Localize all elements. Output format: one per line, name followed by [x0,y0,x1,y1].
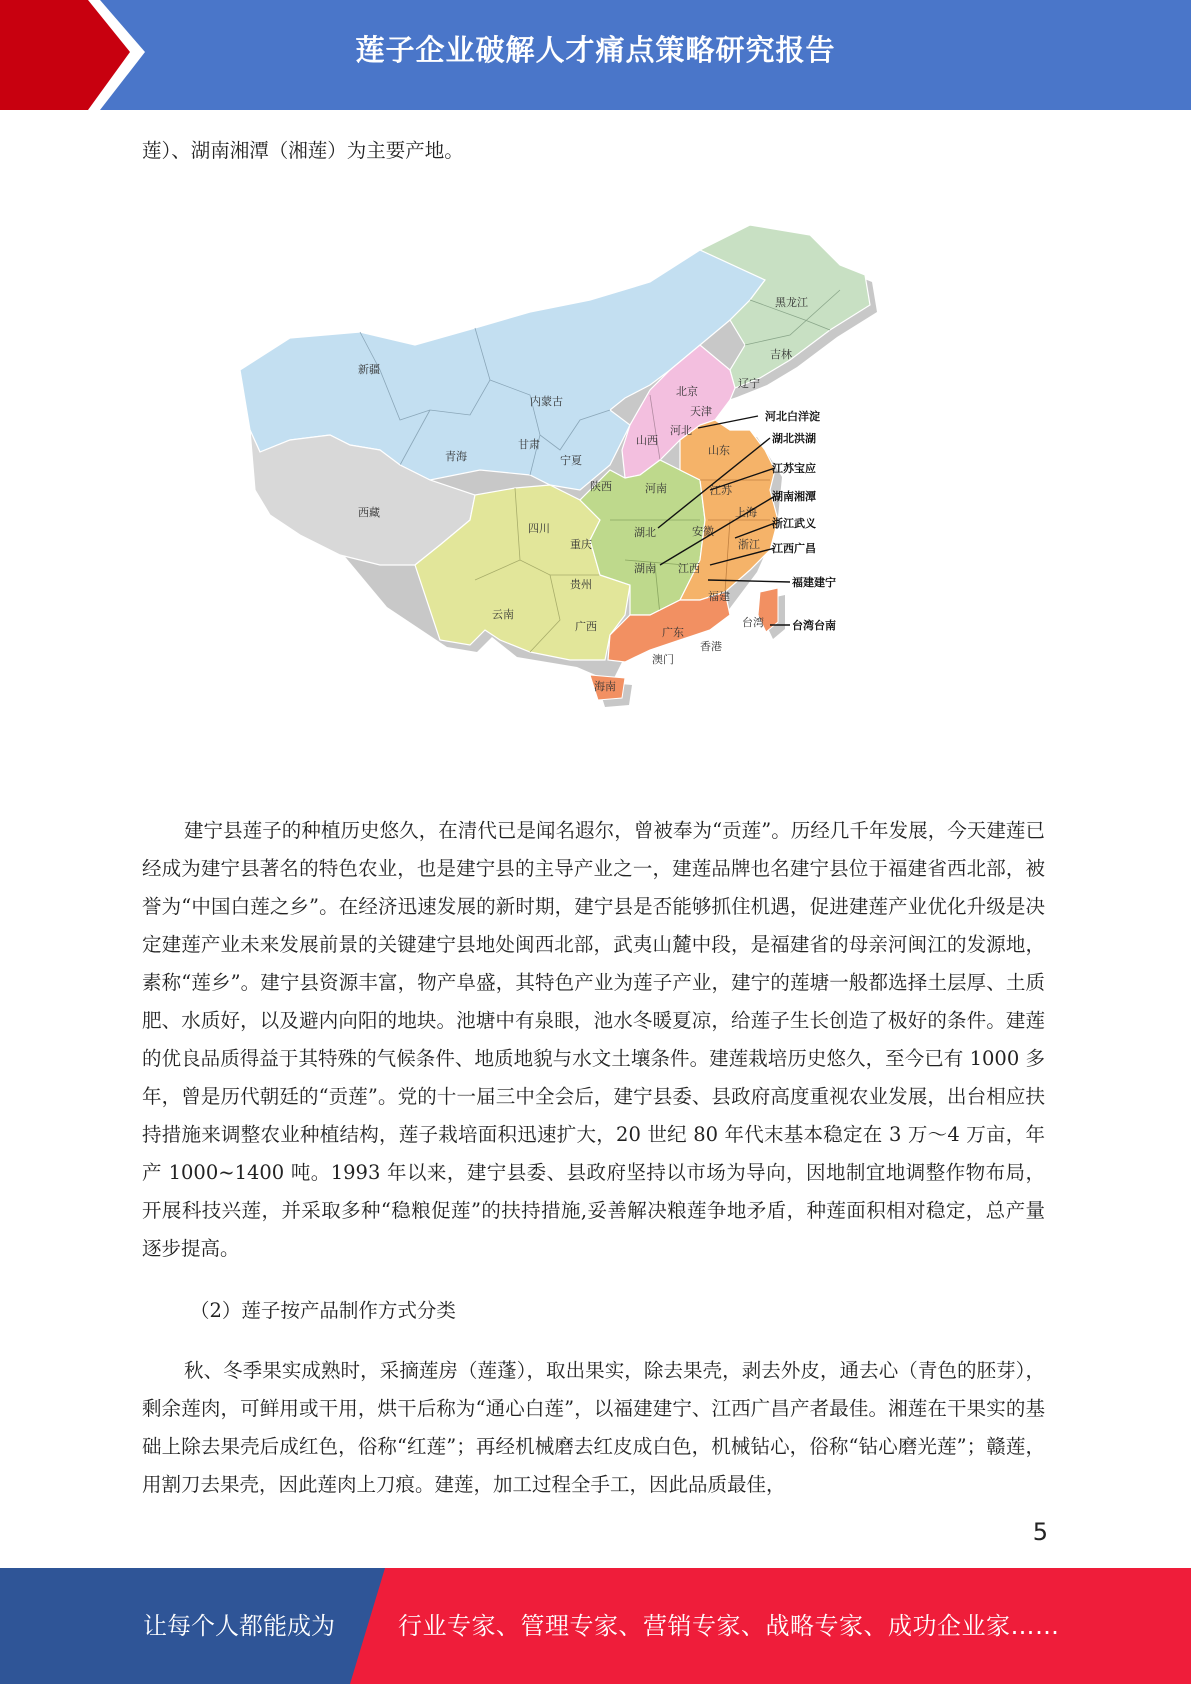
label-jiangxi: 江西 [678,562,700,575]
callout-fujian-jianning: 福建建宁 [792,576,836,589]
paragraph-jianning-history: 建宁县莲子的种植历史悠久，在清代已是闻名遐尔，曾被奉为“贡莲”。历经几千年发展，今天建莲已经成为建宁县著名的特色农业，也是建宁县的主导产业之一，建莲品牌也名建宁县位于福建省西北部，被誉为“中国白莲之乡”。在经济迅速发展的新时期，建宁县是否能够抓住机遇，促进建莲产业优化升级是决定建莲产业未来发展前景的关键建宁县地处闽西北部，武夷山麓中段，是福建省的母亲河闽江的发源地，素称“莲乡”。建宁县资源丰富，物产阜盛，其特色产业为莲子产业，建宁的莲塘一般都选择土层厚、土质肥、水质好，以及避内向阳的地块。池塘中有泉眼，池水冬暖夏凉，给莲子生长创造了极好的条件。建莲的优良品质得益于其特殊的气候条件、地质地貌与水文土壤条件。建莲栽培历史悠久，至今已有 1000 多年，曾是历代朝廷的“贡莲”。党的十一届三中全会后，建宁县委、县政府高度重视农业发展，出台相应扶持措施来调整农业种植结构，莲子栽培面积迅速扩大，20 世纪 80 年代末基本稳定在 3 万～4 万亩，年产 1000~1400 吨。1993 年以来，建宁县委、县政府坚持以市场为导向，因地制宜地调整作物布局，开展科技兴莲，并采取多种“稳粮促莲”的扶持措施,妥善解决粮莲争地矛盾，种莲面积相对稳定，总产量逐步提高。 [142,819,1045,1260]
label-shaanxi: 陕西 [590,480,612,493]
label-shanxi: 山西 [636,434,658,447]
label-guangdong: 广东 [662,626,684,639]
label-taiwan: 台湾 [742,616,764,629]
label-guangxi: 广西 [575,620,597,633]
label-ningxia: 宁夏 [560,454,582,467]
report-title: 莲子企业破解人才痛点策略研究报告 [355,33,836,67]
page-footer [0,1568,1191,1684]
paragraph-continuation: 莲）、湖南湘潭（湘莲）为主要产地。 [142,139,464,162]
label-jiangsu: 江苏 [710,484,732,497]
callout-hunan-xiangtan: 湖南湘潭 [772,490,816,503]
label-fujian: 福建 [708,590,730,603]
label-xianggang: 香港 [700,640,722,653]
page-number: 5 [1032,1518,1048,1546]
label-hebei: 河北 [670,424,692,437]
label-shanghai: 上海 [735,506,757,519]
label-qinghai: 青海 [445,450,467,463]
callout-jiangxi-guangchang: 江西广昌 [772,542,816,555]
label-hubei: 湖北 [634,526,656,539]
paragraph-processing: 秋、冬季果实成熟时，采摘莲房（莲蓬），取出果实，除去果壳，剥去外皮，通去心（青色的胚芽），剩余莲肉，可鲜用或干用，烘干后称为“通心白莲”，以福建建宁、江西广昌产者最佳。湘莲在干果实的基础上除去果壳后成红色，俗称“红莲”；再经机械磨去红皮成白色，机械钻心，俗称“钻心磨光莲”；赣莲，用割刀去果壳，因此莲肉上刀痕。建莲，加工过程全手工，因此品质最佳， [142,1359,1045,1496]
label-gansu: 甘肃 [518,438,540,451]
label-beijing: 北京 [676,385,698,398]
callout-taiwan-tainan: 台湾台南 [792,619,836,632]
label-zhejiang: 浙江 [738,538,760,551]
label-chongqing: 重庆 [570,538,592,551]
label-neimenggu: 内蒙古 [530,395,563,408]
label-sichuan: 四川 [528,522,550,535]
label-tianjin: 天津 [690,405,712,418]
callout-hebei-baiyangdian: 河北白洋淀 [765,410,820,423]
label-shandong: 山东 [708,444,730,457]
callout-jiangsu-baoying: 江苏宝应 [772,462,816,475]
page-header [0,0,1191,110]
label-anhui: 安徽 [692,525,714,538]
label-guizhou: 贵州 [570,578,592,591]
callout-hubei-honghu: 湖北洪湖 [772,432,816,445]
label-xizang: 西藏 [358,506,380,519]
label-aomen: 澳门 [652,653,674,666]
label-henan: 河南 [645,482,667,495]
section-subheading: （2）莲子按产品制作方式分类 [190,1299,456,1322]
label-hunan: 湖南 [634,562,656,575]
label-hainan: 海南 [594,680,616,693]
label-liaoning: 辽宁 [738,377,760,390]
label-jilin: 吉林 [770,348,792,361]
label-xinjiang: 新疆 [358,363,380,376]
label-heilongjiang: 黑龙江 [775,296,808,309]
footer-slogan-right: 行业专家、管理专家、营销专家、战略专家、成功企业家…… [398,1612,1060,1640]
callout-zhejiang-wuyi: 浙江武义 [772,517,816,530]
label-yunnan: 云南 [492,608,514,621]
footer-slogan-left: 让每个人都能成为 [143,1612,335,1640]
china-lotus-map [230,220,960,780]
